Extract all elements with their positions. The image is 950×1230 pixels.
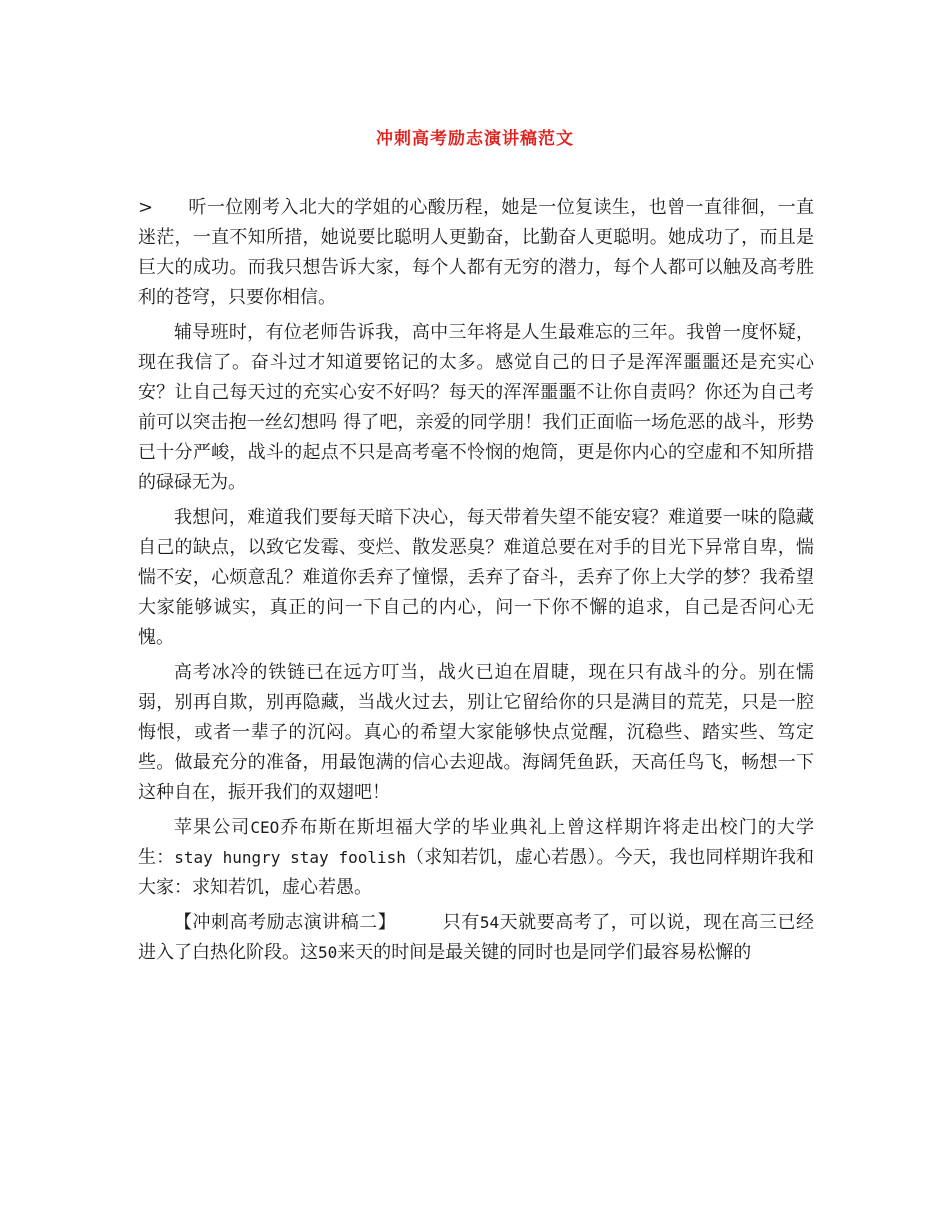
paragraph-6-num-a: 54 — [479, 913, 500, 932]
paragraph-5-after: （求知若饥，虚心若愚）。今天，我也同样期许我和大家：求知若饥，虚心若愚。 — [138, 847, 815, 898]
paragraph-5-quote: stay hungry stay foolish — [174, 848, 406, 867]
paragraph-6-num-b: 50 — [318, 943, 338, 962]
paragraph-6-text-b: 天就要高考了，可以说，现在高三已经进入了白热化阶段。这 — [138, 912, 815, 963]
paragraph-6-text-a: 只有 — [442, 912, 480, 933]
paragraph-3: 我想问，难道我们要每天暗下决心，每天带着失望不能安寝？难道要一味的隐藏自己的缺点，以致它发霉、变烂、散发恶臭？难道总要在对手的目光下异常自卑，惴惴不安，心烦意乱？难道你丢弃了憧憬，丢弃了奋斗，丢弃了你上大学的梦？我希望大家能够诚实，真正的问一下自己的内心，问一下你不懈的追求，自己是否问心无愧。 — [138, 507, 814, 648]
paragraph-4: 高考冰冷的铁链已在远方叮当，战火已迫在眉睫，现在只有战斗的分。别在懦弱，别再自欺，别再隐藏，当战火过去，别让它留给你的只是满目的荒芜，只是一腔悔恨，或者一辈子的沉闷。真心的希望大家能够快点觉醒，沉稳些、踏实些、笃定些。做最充分的准备，用最饱满的信心去迎战。海阔凭鱼跃，天高任鸟飞，畅想一下这种自在，振开我们的双翅吧！ — [138, 662, 814, 803]
paragraph-5-middle: 乔布斯在斯坦福大学的毕业典礼上曾这样期许将走出校门的大学生： — [138, 817, 815, 868]
paragraph-5 — [138, 813, 814, 903]
paragraph-6-text-c: 来天的时间是最关键的同时也是同学们最容易松懈的 — [337, 942, 752, 963]
paragraph-6 — [138, 908, 814, 968]
list-marker: > — [138, 197, 154, 218]
paragraph-1-text: 听一位刚考入北大的学姐的心酸历程，她是一位复读生，也曾一直徘徊，一直迷茫，一直不知所措，她说要比聪明人更勤奋，比勤奋人更聪明。她成功了，而且是巨大的成功。而我只想告诉大家，每个人都有无穷的潜力，每个人都可以触及高考胜利的苍穹，只要你相信。 — [138, 197, 814, 308]
section-heading: 【冲刺高考励志演讲稿二】 — [174, 912, 397, 933]
paragraph-1 — [138, 193, 814, 313]
paragraph-5-before: 苹果公司 — [174, 817, 251, 838]
document-title: 冲刺高考励志演讲稿范文 — [376, 129, 574, 149]
paragraph-5-ceo: CEO — [250, 818, 280, 837]
paragraph-2: 辅导班时，有位老师告诉我，高中三年将是人生最难忘的三年。我曾一度怀疑，现在我信了。奋斗过才知道要铭记的太多。感觉自己的日子是浑浑噩噩还是充实心安？让自己每天过的充实心安不好吗？每天的浑浑噩噩不让你自责吗？你还为自己考前可以突击抱一丝幻想吗 得了吧，亲爱的同学朋！我们正面临一场危恶的战斗，形势已十分严峻，战斗的起点不只是高考毫不怜悯的炮筒，更是你内心的空虚和不知所措的碌碌无为。 — [138, 322, 814, 493]
document-body — [138, 193, 814, 973]
